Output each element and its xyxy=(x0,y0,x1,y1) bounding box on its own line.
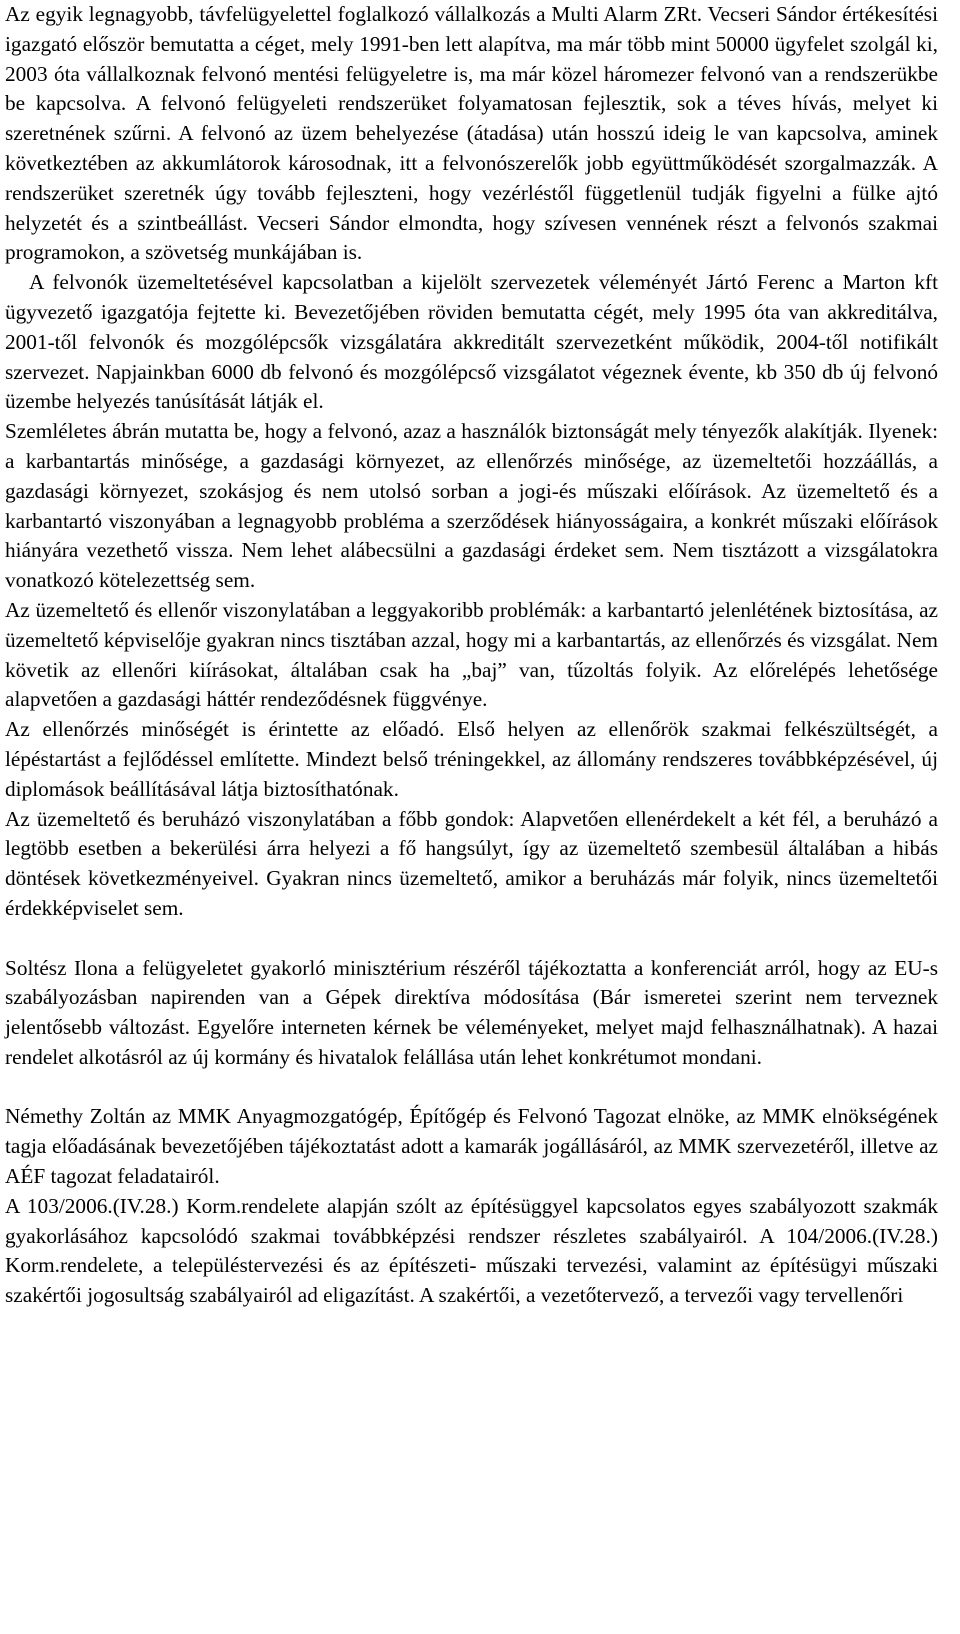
paragraph-soltesz-ilona: Soltész Ilona a felügyeletet gyakorló minisztérium részéről tájékoztatta a konferenciát arról, hogy az EU-s szabályozásban napirenden van a Gépek direktíva módosítása (Bár ismeretei szerint nem terveznek jelentősebb változást. Egyelőre interneten kérnek be véleményeket, melyet majd felhasználhatnak). A hazai rendelet alkotásról az új kormány és hivatalok felállása után lehet konkrétumot mondani. xyxy=(5,955,938,1069)
paragraph-inspection-quality: Az ellenőrzés minőségét is érintette az előadó. Első helyen az ellenőrök szakmai felkészültségét, a lépéstartást a fejlődéssel említette. Mindezt belső tréningekkel, az állomány rendszeres továbbképzésével, új diplomások beállításával látja biztosíthatónak. xyxy=(5,717,938,801)
paragraph-operator-inspector: Az üzemeltető és ellenőr viszonylatában a leggyakoribb problémák: a karbantartó jelenlétének biztosítása, az üzemeltető képviselője gyakran nincs tisztában azzal, hogy mi a karbantartás, az ellenőrzés és vizsgálat. Nem követik az ellenőri kiírásokat, általában csak ha „baj” van, tűzoltás folyik. Az előrelépés lehetősége alapvetően a gazdasági háttér rendeződésnek függvénye. xyxy=(5,597,938,712)
paragraph-korm-rendelet: A 103/2006.(IV.28.) Korm.rendelete alapján szólt az építésüggyel kapcsolatos egyes szabályozott szakmák gyakorlásához kapcsolódó szakmai továbbképzési rendszer részletes szabályairól. A 104/2006.(IV.28.) Korm.rendelete, a településtervezési és az építészeti- műszaki tervezési, valamint az építésügyi műszaki szakértői jogosultság szabályairól ad eligazítást. A szakértői, a vezetőtervező, a tervezői vagy tervellenőri xyxy=(5,1193,938,1308)
paragraph-gap xyxy=(5,924,938,954)
paragraph-safety-factors: Szemléletes ábrán mutatta be, hogy a felvonó, azaz a használók biztonságát mely tényezők alakítják. Ilyenek: a karbantartás minősége, a gazdasági környezet, az ellenőrzés minősége, az üzemeltetői hozzáállás, a gazdasági környezet, szokásjog és nem utolsó sorban a jogi-és műszaki előírások. Az üzemeltető és a karbantartó viszonyában a legnagyobb probléma a szerződések hiányosságaira, a konkrét műszaki előírások hiányára vezethető vissza. Nem lehet alábecsülni a gazdasági érdeket sem. Nem tisztázott a vizsgálatokra vonatkozó kötelezettség sem. xyxy=(5,419,938,593)
paragraph-marton-kft: A felvonók üzemeltetésével kapcsolatban a kijelölt szervezetek véleményét Jártó Ferenc a Marton kft ügyvezető igazgatója fejtette ki. Bevezetőjében röviden bemutatta cégét, mely 1995 óta van akkreditálva, 2001-től felvonók és mozgólépcsők vizsgálatára akkreditált szervezetként működik, 2004-től notifikált szervezet. Napjainkban 6000 db felvonó és mozgólépcső vizsgálatot végeznek évente, kb 350 db új felvonó üzembe helyezés tanúsítását látják el. xyxy=(5,270,938,414)
paragraph-operator-investor: Az üzemeltető és beruházó viszonylatában a főbb gondok: Alapvetően ellenérdekelt a két fél, a beruházó a legtöbb esetben a bekerülési árra helyezi a fő hangsúlyt, így az üzemeltető szembesül általában a hibás döntések következményeivel. Gyakran nincs üzemeltető, amikor a beruházás már folyik, nincs üzemeltetői érdekképviselet sem. xyxy=(5,806,938,920)
paragraph-multi-alarm: Az egyik legnagyobb, távfelügyelettel foglalkozó vállalkozás a Multi Alarm ZRt. Vecseri Sándor értékesítési igazgató először bemutatta a céget, mely 1991-ben lett alapítva, ma már több mint 50000 ügyfelet szolgál ki, 2003 óta vállalkoznak felvonó mentési felügyeletre is, ma már közel háromezer felvonó van a rendszerükbe be kapcsolva. A felvonó felügyeleti rendszerüket folyamatosan fejlesztik, sok a téves hívás, melyet ki szeretnének szűrni. A felvonó az üzem behelyezése (átadása) után hosszú ideig le van kapcsolva, aminek következtében az akkumlátorok károsodnak, itt a felvonószerelők jobb együttműködését szorgalmazzák. A rendszerüket szeretnék úgy tovább fejleszteni, hogy vezérléstől függetlenül tudják figyelni a fülke ajtó helyzetét és a szintbeállást. Vecseri Sándor elmondta, hogy szívesen vennének részt a felvonós szakmai programokon, a szövetség munkájában is. xyxy=(5,2,938,265)
paragraph-gap xyxy=(5,1073,938,1103)
paragraph-nemethy-zoltan: Némethy Zoltán az MMK Anyagmozgatógép, Építőgép és Felvonó Tagozat elnöke, az MMK elnökségének tagja előadásának bevezetőjében tájékoztatást adott a kamarák jogállásáról, az MMK szervezetéről, illetve az AÉF tagozat feladatairól. xyxy=(5,1104,938,1189)
